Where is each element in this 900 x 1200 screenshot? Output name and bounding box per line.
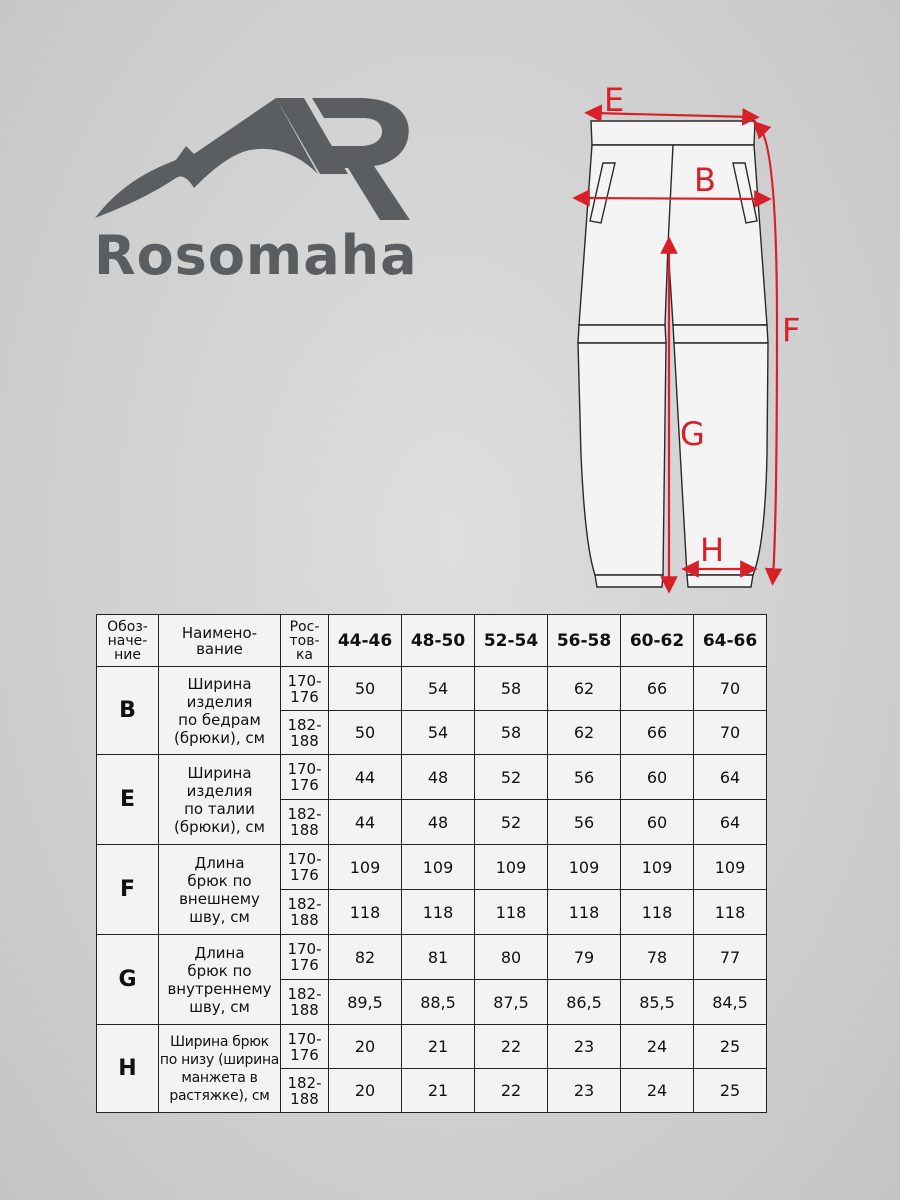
value-cell: 58 <box>475 667 548 711</box>
value-cell: 21 <box>402 1025 475 1069</box>
measure-code: H <box>97 1025 159 1113</box>
header-row <box>97 615 767 667</box>
label-B: B <box>694 161 716 199</box>
measure-name: Длина брюк по внутреннему шву, см <box>159 935 281 1025</box>
pants-diagram <box>545 75 875 600</box>
growth-range: 182- 188 <box>281 980 329 1025</box>
value-cell: 64 <box>694 755 767 800</box>
header-size: 64-66 <box>694 615 767 667</box>
growth-range: 182- 188 <box>281 890 329 935</box>
value-cell: 60 <box>621 755 694 800</box>
table-row <box>97 755 767 800</box>
header-size: 44-46 <box>329 615 402 667</box>
value-cell: 44 <box>329 800 402 845</box>
value-cell: 81 <box>402 935 475 980</box>
label-E: E <box>604 81 625 119</box>
value-cell: 70 <box>694 667 767 711</box>
growth-range: 170- 176 <box>281 935 329 980</box>
value-cell: 48 <box>402 800 475 845</box>
value-cell: 109 <box>329 845 402 890</box>
header-code: Обоз- наче- ние <box>97 615 159 667</box>
value-cell: 25 <box>694 1025 767 1069</box>
value-cell: 118 <box>402 890 475 935</box>
brand-name: Rosomaha <box>94 224 418 287</box>
value-cell: 88,5 <box>402 980 475 1025</box>
value-cell: 109 <box>621 845 694 890</box>
value-cell: 64 <box>694 800 767 845</box>
measure-code: G <box>97 935 159 1025</box>
measure-name: Ширина брюк по низу (ширина манжета в растяжке), см <box>159 1025 281 1113</box>
value-cell: 24 <box>621 1069 694 1113</box>
label-G: G <box>680 415 705 453</box>
value-cell: 80 <box>475 935 548 980</box>
value-cell: 56 <box>548 755 621 800</box>
value-cell: 66 <box>621 667 694 711</box>
value-cell: 50 <box>329 711 402 755</box>
table-row <box>97 935 767 980</box>
measure-code: B <box>97 667 159 755</box>
value-cell: 118 <box>475 890 548 935</box>
value-cell: 77 <box>694 935 767 980</box>
value-cell: 79 <box>548 935 621 980</box>
measure-name: Ширина изделия по талии (брюки), см <box>159 755 281 845</box>
value-cell: 54 <box>402 667 475 711</box>
value-cell: 70 <box>694 711 767 755</box>
value-cell: 78 <box>621 935 694 980</box>
table-row <box>97 667 767 711</box>
value-cell: 52 <box>475 800 548 845</box>
value-cell: 84,5 <box>694 980 767 1025</box>
value-cell: 56 <box>548 800 621 845</box>
growth-range: 182- 188 <box>281 711 329 755</box>
value-cell: 20 <box>329 1069 402 1113</box>
value-cell: 23 <box>548 1025 621 1069</box>
value-cell: 54 <box>402 711 475 755</box>
label-F: F <box>782 311 801 349</box>
value-cell: 86,5 <box>548 980 621 1025</box>
growth-range: 182- 188 <box>281 800 329 845</box>
value-cell: 22 <box>475 1069 548 1113</box>
value-cell: 50 <box>329 667 402 711</box>
pants-outline <box>578 121 768 587</box>
value-cell: 66 <box>621 711 694 755</box>
growth-range: 182- 188 <box>281 1069 329 1113</box>
value-cell: 118 <box>548 890 621 935</box>
value-cell: 58 <box>475 711 548 755</box>
measure-code: E <box>97 755 159 845</box>
growth-range: 170- 176 <box>281 1025 329 1069</box>
header-size: 60-62 <box>621 615 694 667</box>
value-cell: 89,5 <box>329 980 402 1025</box>
table-row <box>97 845 767 890</box>
value-cell: 109 <box>402 845 475 890</box>
growth-range: 170- 176 <box>281 845 329 890</box>
value-cell: 85,5 <box>621 980 694 1025</box>
value-cell: 23 <box>548 1069 621 1113</box>
value-cell: 62 <box>548 711 621 755</box>
size-table <box>96 614 767 1113</box>
value-cell: 62 <box>548 667 621 711</box>
header-size: 48-50 <box>402 615 475 667</box>
value-cell: 118 <box>694 890 767 935</box>
header-size: 56-58 <box>548 615 621 667</box>
value-cell: 52 <box>475 755 548 800</box>
value-cell: 87,5 <box>475 980 548 1025</box>
growth-range: 170- 176 <box>281 667 329 711</box>
value-cell: 22 <box>475 1025 548 1069</box>
value-cell: 109 <box>475 845 548 890</box>
header-growth: Рос- тов- ка <box>281 615 329 667</box>
value-cell: 20 <box>329 1025 402 1069</box>
value-cell: 109 <box>548 845 621 890</box>
value-cell: 82 <box>329 935 402 980</box>
growth-range: 170- 176 <box>281 755 329 800</box>
value-cell: 21 <box>402 1069 475 1113</box>
measure-name: Ширина изделия по бедрам (брюки), см <box>159 667 281 755</box>
measure-line-B <box>581 198 763 199</box>
value-cell: 60 <box>621 800 694 845</box>
value-cell: 109 <box>694 845 767 890</box>
value-cell: 44 <box>329 755 402 800</box>
header-name: Наимено- вание <box>159 615 281 667</box>
value-cell: 48 <box>402 755 475 800</box>
header-size: 52-54 <box>475 615 548 667</box>
value-cell: 25 <box>694 1069 767 1113</box>
table-row <box>97 1025 767 1069</box>
measure-name: Длина брюк по внешнему шву, см <box>159 845 281 935</box>
label-H: H <box>700 531 725 569</box>
value-cell: 24 <box>621 1025 694 1069</box>
value-cell: 118 <box>329 890 402 935</box>
measure-code: F <box>97 845 159 935</box>
value-cell: 118 <box>621 890 694 935</box>
